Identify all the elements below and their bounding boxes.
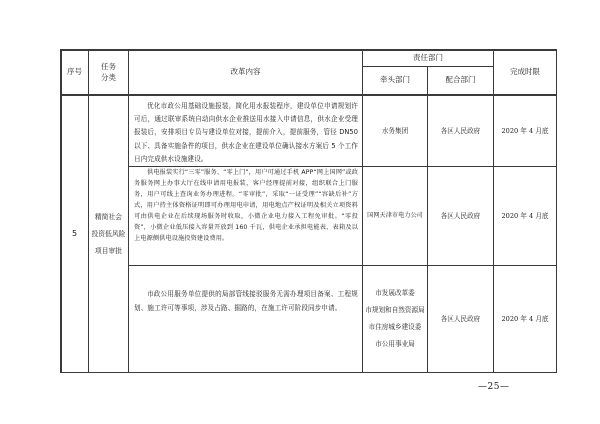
table-border-right xyxy=(556,49,557,373)
header-responsible-dept: 责任部门 xyxy=(413,53,443,63)
deadline-pipeline: 2020 年 4 月底 xyxy=(501,314,549,323)
col-line-2 xyxy=(128,49,129,373)
reform-content-pipeline: 市政公用服务单位提供的局部管线接驳服务无需办理项目备案、工程规划、施工许可等事项，涉及占路、掘路的，在施工许可阶段同步申请。 xyxy=(134,290,358,312)
header-coop-dept: 配合部门 xyxy=(445,75,476,85)
deadline-water: 2020 年 4 月底 xyxy=(501,126,549,135)
row-index: 5 xyxy=(71,228,78,238)
reform-content-power: 供电报装实行“三零”服务、“零上门”，用户可通过手机 APP“网上国网”或政务服务网上办事大厅在线申请用电报装，客户经理提前对接，组织联合上门服务，用户可线上查询业务办理进程。“零审批”，采取“一证受理”“容缺后补”方式，用户持主体资格证明即可办理用电申请，用电地点产权证明及相关立项资料可由供电企业在后续现场服务时收取，小微企业电力接入工程免审批。“零投资”，小微企业低压接入容量开放到 160 千瓦，供电企业承担电能表、表箱及以上电源侧供电设施投资建设费用。 xyxy=(134,169,358,242)
reform-content-water: 优化市政公用基础设施报装，简化用水报装程序，建设单位申请规划许可后，通过联审系统自动向供水企业推送用水接入申请信息，供水企业受理报装后，安排项目专员与建设单位对接，提前介入，提前服务，管径 DN50 以下、具备实施条件的项目，供水企业在建设单位确认接水方案后 5 个工作日内完成供水设施建设。 xyxy=(134,102,358,163)
coop-dept-water: 各区人民政府 xyxy=(440,126,481,135)
lead-dept-item: 市发展改革委 xyxy=(375,289,415,297)
lead-dept-power: 国网天津市电力公司 xyxy=(367,211,423,219)
lead-dept-item: 市住房城乡建设委 xyxy=(368,323,422,331)
header-deadline: 完成时限 xyxy=(510,67,540,77)
header-task-category: 任务 分类 xyxy=(101,62,116,82)
header-reform-content: 改革内容 xyxy=(230,67,261,77)
header-index: 序号 xyxy=(67,67,82,77)
row-category: 精简社会 投资低风险 项目审批 xyxy=(91,212,126,255)
lead-dept-water: 水务集团 xyxy=(381,126,409,135)
lead-dept-pipeline-list xyxy=(363,266,427,372)
coop-dept-pipeline: 各区人民政府 xyxy=(440,314,481,323)
table-border-bottom xyxy=(60,372,557,373)
lead-dept-item: 市规划和自然资源局 xyxy=(365,306,425,314)
header-lead-dept: 牵头部门 xyxy=(380,75,410,85)
page-number: —25— xyxy=(478,382,510,392)
coop-dept-power: 各区人民政府 xyxy=(440,211,481,220)
lead-dept-item: 市公用事业局 xyxy=(375,340,415,348)
deadline-power: 2020 年 4 月底 xyxy=(501,211,549,220)
